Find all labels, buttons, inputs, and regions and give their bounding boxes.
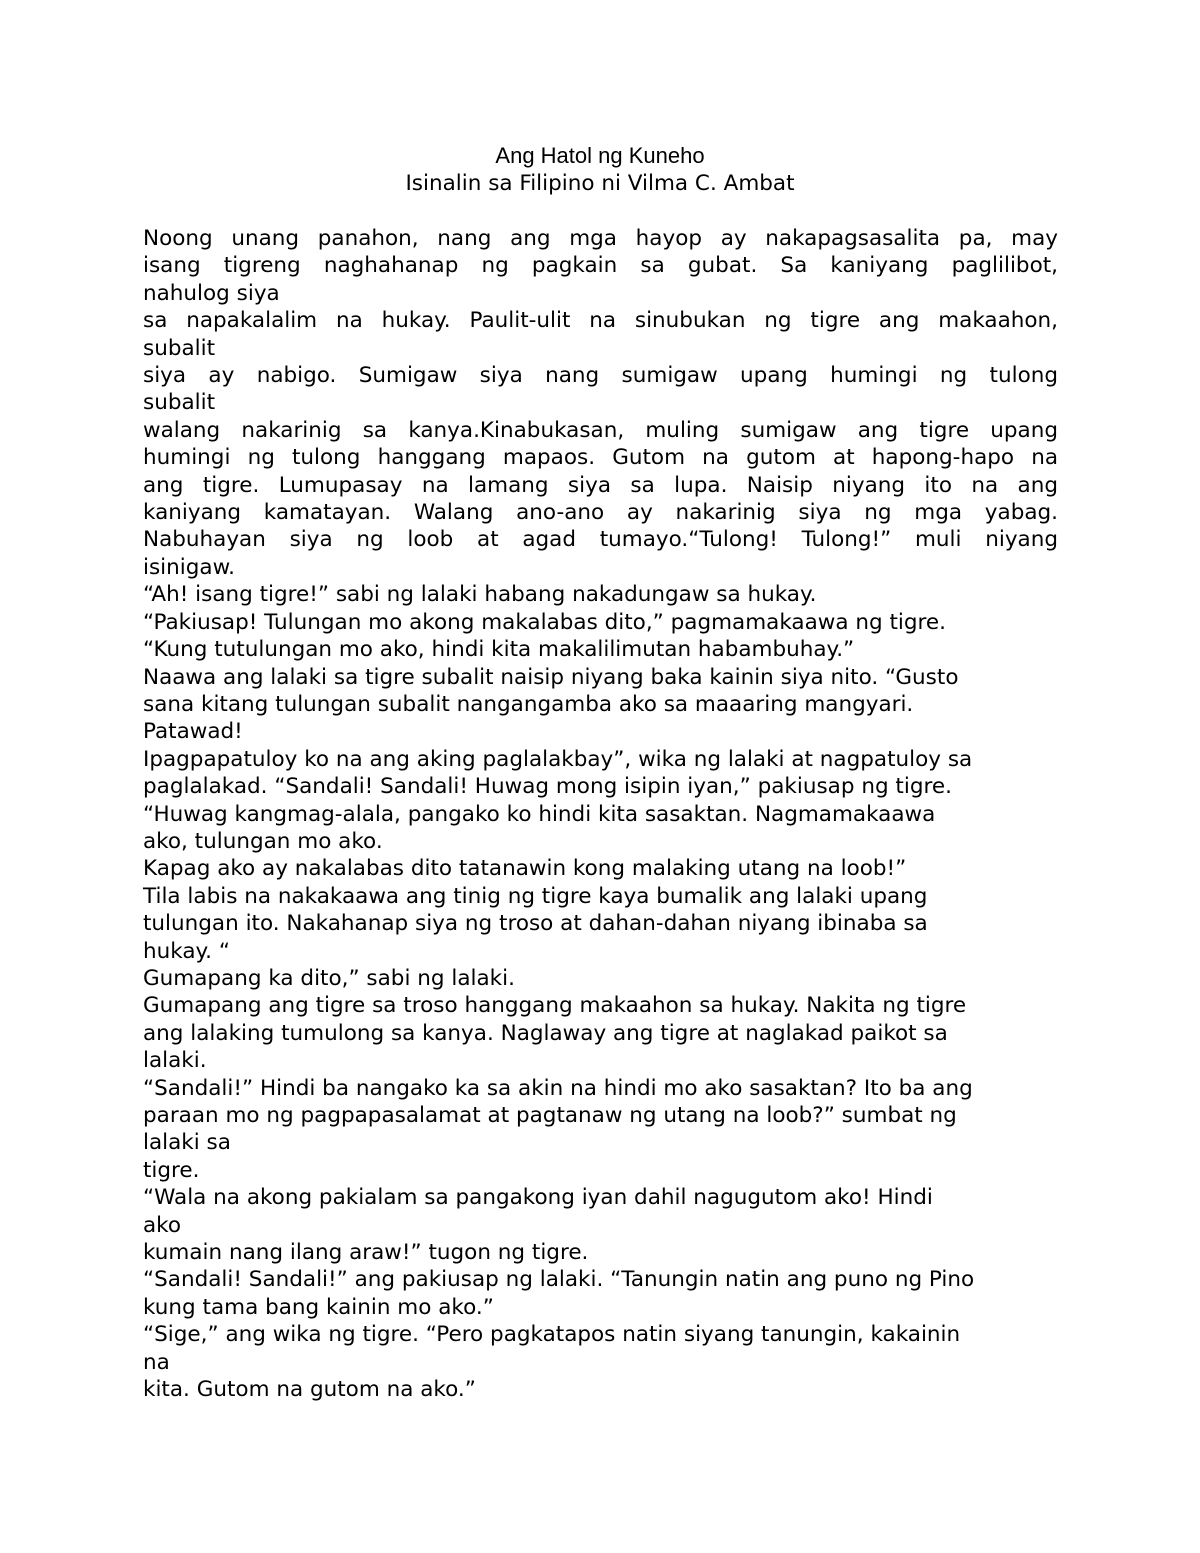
text-line: subalit: [143, 335, 216, 361]
text-line: kita. Gutom na gutom na ako.”: [143, 1377, 476, 1403]
text-line: “Pakiusap! Tulungan mo akong makalabas dito,” pagmamakaawa ng tigre.: [143, 609, 946, 635]
text-line: Naawa ang lalaki sa tigre subalit naisip niyang baka kainin siya nito. “Gusto: [143, 664, 959, 690]
text-line: ako, tulungan mo ako.: [143, 828, 383, 854]
text-line: Gumapang ka dito,” sabi ng lalaki.: [143, 965, 515, 991]
text-line: Noong unang panahon, nang ang mga hayop ay nakapagsasalita pa, may: [143, 226, 1058, 251]
text-line: sana kitang tulungan subalit nangangamba ako sa maaaring mangyari.: [143, 691, 914, 717]
text-line: ang tigre. Lumupasay na lamang siya sa lupa. Naisip niyang ito na ang: [143, 472, 1058, 498]
document-title: Ang Hatol ng Kuneho: [495, 143, 705, 168]
text-line: Gumapang ang tigre sa troso hanggang makaahon sa hukay. Nakita ng tigre: [143, 993, 967, 1019]
text-line: “Wala na akong pakialam sa pangakong iyan dahil nagugutom ako! Hindi: [143, 1185, 933, 1211]
text-line: “Sandali! Sandali!” ang pakiusap ng lalaki. “Tanungin natin ang puno ng Pino: [143, 1267, 975, 1293]
text-line: kaniyang kamatayan. Walang ano-ano ay nakarinig siya ng mga yabag.: [143, 500, 1058, 526]
text-line: hukay. “: [143, 938, 230, 964]
document-subtitle: Isinalin sa Filipino ni Vilma C. Ambat: [405, 171, 795, 196]
text-line: kumain nang ilang araw!” tugon ng tigre.: [143, 1240, 589, 1266]
text-line: tigre.: [143, 1157, 200, 1183]
text-line: nahulog siya: [143, 280, 280, 306]
text-line: na: [143, 1349, 170, 1375]
text-line: “Kung tutulungan mo ako, hindi kita makalilimutan habambuhay.”: [143, 637, 855, 663]
text-line: ang lalaking tumulong sa kanya. Naglaway ang tigre at naglakad paikot sa: [143, 1020, 948, 1046]
text-line: paraan mo ng pagpapasalamat at pagtanaw ng utang na loob?” sumbat ng: [143, 1103, 957, 1128]
text-line: “Sige,” ang wika ng tigre. “Pero pagkatapos natin siyang tanungin, kakainin: [143, 1322, 961, 1348]
text-line: kung tama bang kainin mo ako.”: [143, 1294, 494, 1320]
text-line: ako: [143, 1212, 182, 1238]
text-line: “Huwag kangmag-alala, pangako ko hindi kita sasaktan. Nagmamakaawa: [143, 801, 936, 827]
text-line: Ipagpapatuloy ko na ang aking paglalakbay”, wika ng lalaki at nagpatuloy sa: [143, 746, 973, 772]
text-line: Nabuhayan siya ng loob at agad tumayo.“Tulong! Tulong!” muli niyang: [143, 527, 1058, 553]
text-line: humingi ng tulong hanggang mapaos. Gutom na gutom at hapong-hapo na: [143, 445, 1058, 471]
text-line: subalit: [143, 390, 216, 416]
text-line: siya ay nabigo. Sumigaw siya nang sumigaw upang humingi ng tulong: [143, 363, 1058, 389]
text-line: sa napakalalim na hukay. Paulit-ulit na sinubukan ng tigre ang makaahon,: [143, 308, 1058, 334]
text-line: “Ah! isang tigre!” sabi ng lalaki habang nakadungaw sa hukay.: [143, 582, 817, 608]
text-line: paglalakad. “Sandali! Sandali! Huwag mong isipin iyan,” pakiusap ng tigre.: [143, 774, 952, 800]
text-line: isang tigreng naghahanap ng pagkain sa gubat. Sa kaniyang paglilibot,: [143, 253, 1058, 279]
text-line: Kapag ako ay nakalabas dito tatanawin kong malaking utang na loob!”: [143, 856, 907, 882]
text-line: isinigaw.: [143, 554, 236, 580]
text-line: Patawad!: [143, 719, 243, 745]
text-line: walang nakarinig sa kanya.Kinabukasan, muling sumigaw ang tigre upang: [143, 417, 1058, 443]
text-line: tulungan ito. Nakahanap siya ng troso at dahan-dahan niyang ibinaba sa: [143, 911, 928, 937]
text-line: Tila labis na nakakaawa ang tinig ng tigre kaya bumalik ang lalaki upang: [143, 883, 928, 909]
text-line: lalaki sa: [143, 1130, 231, 1156]
text-line: lalaki.: [143, 1048, 207, 1074]
text-line: “Sandali!” Hindi ba nangako ka sa akin na hindi mo ako sasaktan? Ito ba ang: [143, 1075, 973, 1101]
story-body: [143, 225, 1058, 1403]
